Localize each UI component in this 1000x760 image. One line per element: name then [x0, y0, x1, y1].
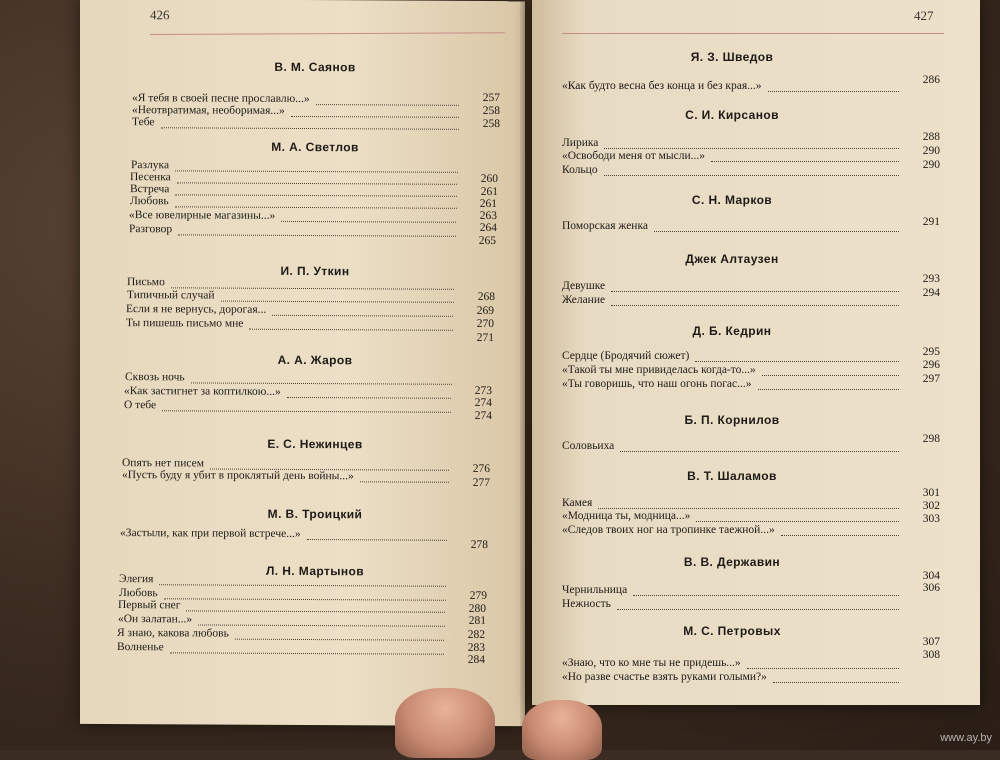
- left-page-ref: 257: [482, 91, 500, 105]
- entry-title: Нежность: [562, 598, 611, 610]
- dot-leader: [604, 146, 899, 149]
- entry-title: Первый снег: [118, 599, 181, 612]
- left-page-ref: 261: [480, 185, 498, 199]
- dot-leader: [287, 395, 451, 399]
- dot-leader: [633, 593, 899, 596]
- left-page-ref: 274: [474, 409, 492, 422]
- right-page-ref: 294: [922, 287, 940, 299]
- dot-leader: [711, 159, 899, 162]
- left-toc-entry: [125, 371, 460, 386]
- left-author-heading-5: Е. С. Нежинцев: [267, 436, 363, 452]
- entry-title: Письмо: [127, 276, 165, 289]
- right-toc-entry: [562, 164, 907, 177]
- dot-leader: [175, 204, 457, 208]
- left-author-heading-2: М. А. Светлов: [271, 139, 359, 155]
- left-page-ref: 278: [470, 538, 488, 551]
- right-author-heading-5: Д. Б. Кедрин: [692, 324, 772, 338]
- right-toc-entry: [562, 378, 907, 391]
- left-author-heading-1: В. М. Саянов: [274, 59, 356, 75]
- left-page-ref: 269: [476, 304, 494, 318]
- left-toc-entry: [118, 599, 453, 614]
- dot-leader: [170, 650, 444, 654]
- entry-title: Сквозь ночь: [125, 371, 185, 384]
- left-page-ref: 280: [468, 602, 486, 615]
- right-page-ref: 308: [922, 649, 940, 661]
- entry-title: Чернильница: [562, 584, 628, 596]
- right-page-ref: 290: [922, 159, 940, 171]
- right-toc-entry: [562, 220, 907, 233]
- dot-leader: [611, 303, 899, 306]
- entry-title: Любовь: [130, 195, 169, 208]
- left-toc-entry: [124, 399, 459, 414]
- left-page-ref: 258: [482, 104, 500, 118]
- right-page-ref: 304: [922, 570, 940, 582]
- left-toc-entry: [120, 527, 455, 542]
- left-page-ref: 258: [482, 117, 500, 131]
- entry-title: Разлука: [131, 159, 170, 172]
- left-toc-entry: [117, 641, 452, 656]
- right-page-ref: 306: [922, 582, 940, 594]
- entry-title: Песенка: [130, 171, 171, 184]
- left-page-ref: 274: [474, 396, 492, 409]
- right-author-heading-6: Б. П. Корнилов: [684, 413, 780, 427]
- left-page-ref: 263: [479, 209, 497, 223]
- entry-title: «Пусть буду я убит в проклятый день войны...»: [122, 469, 354, 483]
- left-toc-entry: [126, 303, 461, 318]
- dot-leader: [695, 359, 899, 362]
- dot-leader: [768, 89, 899, 92]
- right-author-heading-8: В. В. Державин: [683, 555, 781, 569]
- right-page-ref: 298: [922, 433, 940, 445]
- left-page-contents: [80, 0, 525, 666]
- page-number-right: 427: [914, 8, 934, 23]
- right-toc-entry: [562, 671, 907, 684]
- right-author-heading-7: В. Т. Шаламов: [687, 469, 777, 483]
- dot-leader: [762, 373, 899, 376]
- left-page-ref: 265: [478, 234, 496, 248]
- right-toc-entry: [562, 510, 907, 523]
- entry-title: Встреча: [130, 183, 170, 196]
- left-toc-entry: [117, 627, 452, 642]
- entry-title: Лирика: [562, 137, 599, 149]
- right-author-heading-3: С. Н. Марков: [691, 193, 773, 207]
- left-page-ref: 270: [476, 317, 494, 331]
- left-page-ref: 273: [474, 384, 492, 397]
- right-page-ref: 297: [922, 373, 940, 385]
- dot-leader: [604, 173, 899, 176]
- left-page-ref: 284: [467, 653, 485, 666]
- dot-leader: [281, 219, 456, 223]
- right-toc-entry: [562, 657, 907, 670]
- right-page-ref: 296: [922, 359, 940, 371]
- dot-leader: [620, 449, 899, 452]
- entry-title: Девушке: [562, 280, 606, 292]
- right-toc-entry: [562, 364, 907, 377]
- right-page-ref: 288: [922, 131, 940, 143]
- dot-leader: [186, 608, 445, 612]
- header-rule-left: [150, 32, 505, 35]
- right-toc-entry: [562, 350, 907, 363]
- dot-leader: [773, 680, 899, 683]
- entry-title: «Неотвратимая, необоримая...»: [132, 104, 285, 117]
- entry-title: «Застыли, как при первой встрече...»: [120, 527, 301, 540]
- right-page-ref: 293: [922, 273, 940, 285]
- right-page-ref: 290: [922, 145, 940, 157]
- left-page-ref: 271: [476, 331, 494, 345]
- dot-leader: [249, 327, 453, 331]
- left-toc-entry: [130, 195, 465, 210]
- left-page-ref: 283: [467, 641, 485, 654]
- left-page-ref: 276: [472, 462, 490, 475]
- right-toc-entry: [562, 137, 907, 150]
- entry-title: «Но разве счастье взять руками голыми?»: [562, 671, 767, 683]
- dot-leader: [159, 582, 446, 587]
- dot-leader: [221, 299, 454, 303]
- entry-title: «Следов твоих ног на тропинке таежной...»: [562, 524, 775, 536]
- left-author-heading-7: Л. Н. Мартынов: [265, 563, 365, 579]
- left-author-heading-3: И. П. Уткин: [280, 263, 350, 279]
- left-page-ref: 260: [480, 172, 498, 186]
- left-toc-entry: [129, 223, 464, 238]
- dot-leader: [178, 232, 456, 236]
- entry-title: Поморская женка: [562, 220, 648, 232]
- entry-title: Я знаю, какова любовь: [117, 627, 229, 640]
- left-page-ref: 261: [479, 197, 497, 211]
- entry-title: Элегия: [119, 573, 154, 586]
- left-toc-entry: [132, 116, 467, 131]
- entry-title: Соловьиха: [562, 440, 615, 452]
- entry-title: «Модница ты, модница...»: [562, 510, 691, 522]
- dot-leader: [235, 637, 444, 641]
- left-toc-entry: [122, 469, 457, 484]
- watermark: www.ay.by: [940, 732, 992, 744]
- entry-title: Тебе: [132, 116, 155, 129]
- dot-leader: [272, 313, 453, 317]
- right-toc-entry: [562, 294, 907, 307]
- entry-title: Если я не вернусь, дорогая...: [126, 303, 267, 316]
- header-rule-right: [562, 33, 944, 34]
- right-page-ref: 291: [922, 216, 940, 228]
- dot-leader: [758, 387, 899, 390]
- dot-leader: [611, 289, 899, 292]
- left-toc-entry: [127, 289, 462, 304]
- right-author-heading-1: Я. З. Шведов: [690, 50, 774, 64]
- right-toc-entry: [562, 584, 907, 597]
- entry-title: Сердце (Бродячий сюжет): [562, 350, 690, 362]
- right-toc-entry: [562, 598, 907, 611]
- entry-title: Ты пишешь письмо мне: [126, 317, 244, 330]
- entry-title: «Как застигнет за коптилкою...»: [124, 385, 281, 398]
- entry-title: «Как будто весна без конца и без края...»: [562, 80, 762, 92]
- left-author-heading-6: М. В. Троицкий: [267, 506, 363, 522]
- entry-title: «Я тебя в своей песне прославлю...»: [132, 92, 310, 106]
- left-toc-entry: [118, 613, 453, 628]
- right-toc-entry: [562, 440, 907, 453]
- left-page: [80, 0, 525, 726]
- right-toc-entry: [562, 524, 907, 537]
- entry-title: «Все ювелирные магазины...»: [129, 209, 276, 222]
- entry-title: Разговор: [129, 223, 173, 236]
- right-toc-entry: [562, 497, 907, 510]
- dot-leader: [360, 479, 449, 482]
- entry-title: Волненье: [117, 641, 164, 654]
- right-page-ref: 303: [922, 513, 940, 525]
- entry-title: Опять нет писем: [122, 457, 204, 470]
- page-number-left: 426: [150, 7, 170, 23]
- dot-leader: [781, 533, 899, 536]
- dot-leader: [198, 622, 445, 626]
- right-page-ref: 286: [922, 74, 940, 86]
- left-page-ref: 279: [469, 589, 487, 602]
- entry-title: «Знаю, что ко мне ты не придешь...»: [562, 657, 741, 669]
- entry-title: Кольцо: [562, 164, 598, 176]
- entry-title: Типичный случай: [127, 289, 215, 302]
- left-author-heading-4: А. А. Жаров: [277, 352, 353, 368]
- left-toc-entry: [124, 385, 459, 400]
- dot-leader: [598, 506, 899, 509]
- dot-leader: [307, 537, 447, 541]
- left-page-ref: 268: [477, 290, 495, 304]
- right-author-heading-2: С. И. Кирсанов: [685, 108, 779, 122]
- entry-title: Любовь: [119, 587, 158, 600]
- dot-leader: [161, 125, 460, 130]
- left-page-ref: 281: [468, 614, 486, 627]
- entry-title: Желание: [562, 294, 606, 306]
- right-page-ref: 307: [922, 636, 940, 648]
- left-toc-entry: [119, 573, 454, 588]
- right-author-heading-9: М. С. Петровых: [683, 624, 781, 638]
- dot-leader: [654, 229, 899, 232]
- dot-leader: [191, 380, 452, 384]
- right-author-heading-4: Джек Алтаузен: [685, 252, 779, 266]
- entry-title: «Он залатан...»: [118, 613, 193, 626]
- entry-title: «Освободи меня от мысли...»: [562, 150, 705, 162]
- right-page-ref: 295: [922, 346, 940, 358]
- right-toc-entry: [562, 150, 907, 163]
- entry-title: «Ты говоришь, что наш огонь погас...»: [562, 378, 752, 390]
- left-toc-entry: [129, 209, 464, 224]
- entry-title: «Такой ты мне привиделась когда-то...»: [562, 364, 756, 376]
- left-page-ref: 277: [472, 476, 490, 489]
- right-page-ref: 301: [922, 487, 940, 499]
- right-thumb: [522, 700, 602, 760]
- dot-leader: [747, 666, 899, 669]
- right-page-ref: 302: [922, 500, 940, 512]
- right-toc-entry: [562, 80, 907, 93]
- left-page-ref: 282: [467, 628, 485, 641]
- left-page-ref: 264: [479, 221, 497, 235]
- left-thumb: [395, 688, 495, 758]
- dot-leader: [617, 607, 899, 610]
- left-toc-entry: [126, 317, 461, 332]
- entry-title: О тебе: [124, 399, 157, 412]
- dot-leader: [162, 408, 451, 413]
- entry-title: Камея: [562, 497, 593, 509]
- right-page: [532, 0, 980, 705]
- dot-leader: [696, 519, 899, 522]
- right-toc-entry: [562, 280, 907, 293]
